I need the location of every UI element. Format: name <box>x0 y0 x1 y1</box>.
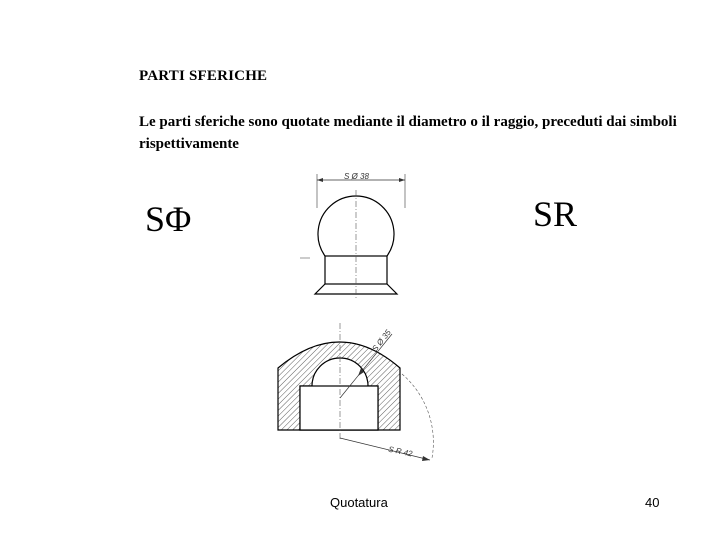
footer-title: Quotatura <box>330 495 388 510</box>
sphere-figure <box>300 172 405 300</box>
slide-title: PARTI SFERICHE <box>139 68 268 84</box>
radius-dimension-label: S R 42 <box>387 444 414 459</box>
intro-text: Le parti sferiche sono quotate mediante il diametro o il raggio, preceduti dai simboli rispettivamente <box>139 114 677 152</box>
page-number: 40 <box>645 495 660 510</box>
spherical-diameter-symbol: SΦ <box>145 199 192 239</box>
technical-drawing <box>260 168 450 478</box>
angled-dimension-label: S Ø 35 <box>370 328 393 354</box>
section-figure <box>278 323 433 461</box>
spherical-radius-symbol: SR <box>533 194 578 234</box>
top-dimension-label: S Ø 38 <box>344 172 369 181</box>
